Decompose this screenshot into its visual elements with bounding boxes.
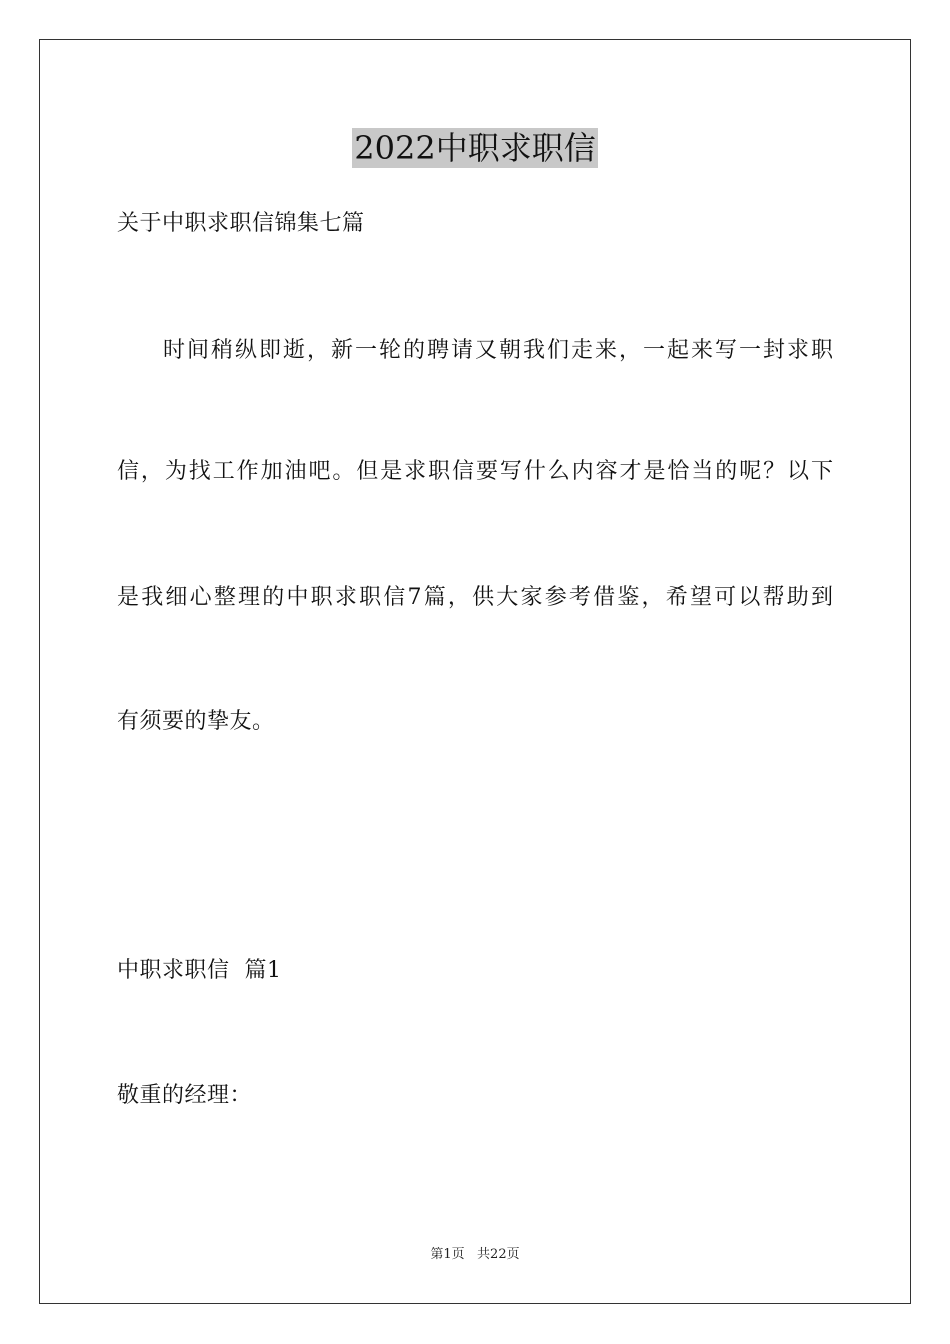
intro-line-3: 是我细心整理的中职求职信7篇，供大家参考借鉴，希望可以帮助到 xyxy=(117,585,833,610)
title-container xyxy=(0,128,950,168)
salutation: 敬重的经理： xyxy=(117,1083,253,1108)
intro-line-1: 时间稍纵即逝，新一轮的聘请又朝我们走来，一起来写一封求职 xyxy=(163,338,833,363)
page-footer: 第1页 共22页 xyxy=(430,1247,520,1262)
intro-line-4: 有须要的挚友。 xyxy=(117,709,275,734)
document-subtitle: 关于中职求职信锦集七篇 xyxy=(117,211,365,236)
intro-line-2: 信，为找工作加油吧。但是求职信要写什么内容才是恰当的呢？以下 xyxy=(117,459,833,484)
section-heading: 中职求职信 篇1 xyxy=(117,958,282,983)
document-title: 2022中职求职信 xyxy=(354,129,596,167)
